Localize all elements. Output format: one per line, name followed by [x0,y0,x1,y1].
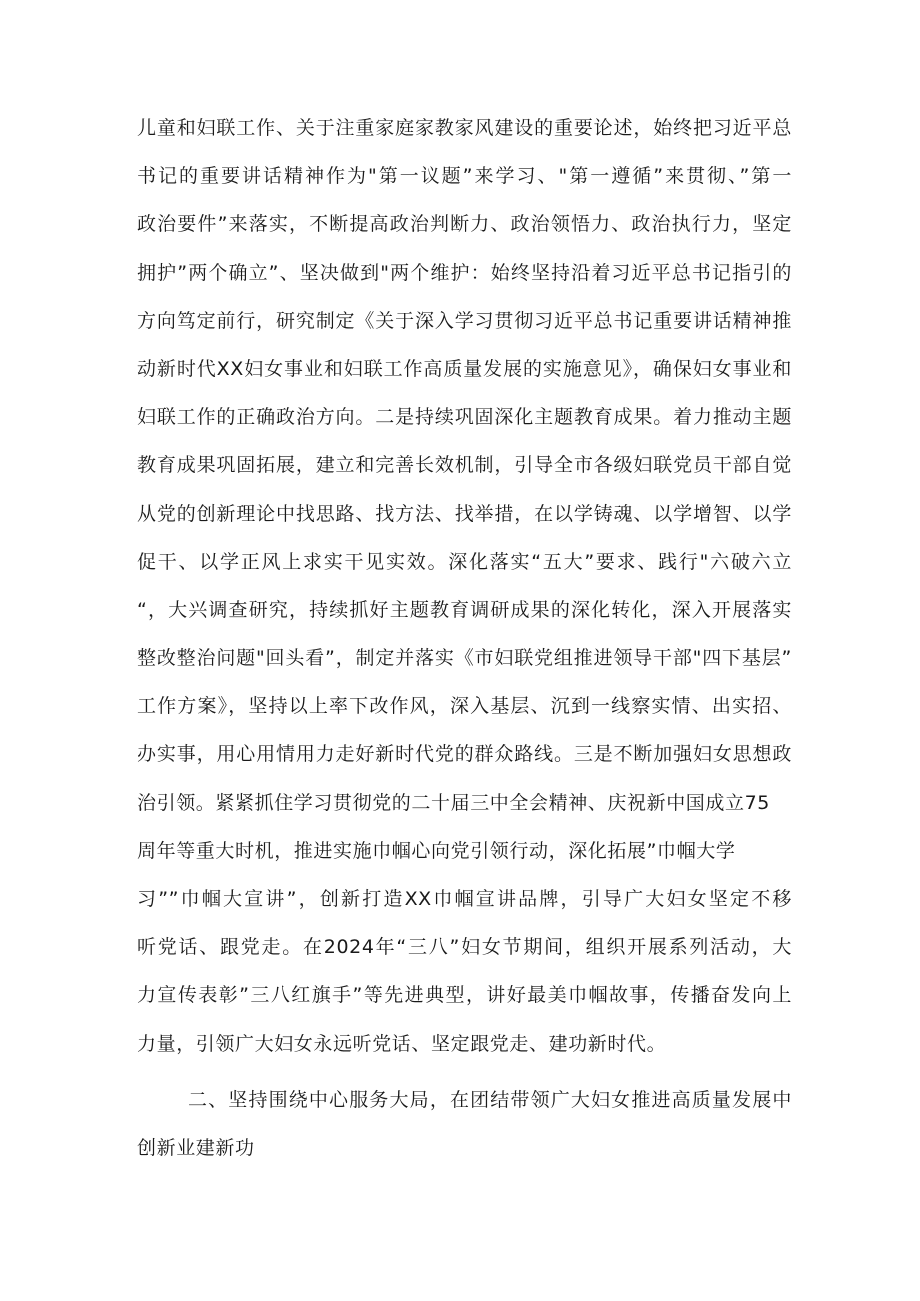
body-line-1: 儿童和妇联工作、关于注重家庭家教家风建设的重要论述，始终把习近平总 [137,117,792,139]
body-line-18: 听党话、跟党走。在2024年“三八”妇女节期间，组织开展系列活动，大 [137,936,792,959]
section-heading-line-2: 创新业建新功 [137,1136,255,1159]
body-line-11: “，大兴调查研究，持续抓好主题教育调研成果的深化转化，深入开展落实 [137,598,792,621]
section-heading-line-1: 二、坚持围绕中心服务大局，在团结带领广大妇女推进高质量发展中 [188,1088,792,1111]
body-line-16: 周年等重大时机，推进实施巾帼心向党引领行动，深化拓展”巾帼大学 [137,839,736,862]
body-line-12: 整改整治问题"回头看”，制定并落实《市妇联党组推进领导干部"四下基层” [137,647,792,670]
body-line-20: 力量，引领广大妇女永远听党话、坚定跟党走、建功新时代。 [137,1032,667,1055]
body-line-6: 动新时代XX妇女事业和妇联工作高质量发展的实施意见》，确保妇女事业和 [137,357,792,380]
body-line-8: 教育成果巩固拓展，建立和完善长效机制，引导全市各级妇联党员干部自觉 [137,454,792,477]
body-line-15: 治引领。紧紧抓住学习贯彻党的二十届三中全会精神、庆祝新中国成立75 [137,791,770,814]
body-line-17: 习””巾帼大宣讲”，创新打造XX巾帼宣讲品牌，引导广大妇女坚定不移 [137,888,792,910]
body-line-7: 妇联工作的正确政治方向。二是持续巩固深化主题教育成果。着力推动主题 [137,406,792,429]
body-line-14: 办实事，用心用情用力走好新时代党的群众路线。三是不断加强妇女思想政 [137,743,792,766]
body-line-3: 政治要件”来落实，不断提高政治判断力、政治领悟力、政治执行力，坚定 [137,213,792,236]
body-line-4: 拥护”两个确立”、坚决做到"两个维护：始终坚持沿着习近平总书记指引的 [137,261,792,284]
body-line-9: 从党的创新理论中找思路、找方法、找举措，在以学铸魂、以学增智、以学 [137,502,792,525]
body-line-2: 书记的重要讲话精神作为"第一议题”来学习、"第一遵循”来贯彻、”第一 [137,165,792,188]
paragraph-gap [137,1068,792,1076]
body-line-19: 力宣传表彰”三八红旗手”等先进典型，讲好最美巾帼故事，传播奋发向上 [137,984,792,1007]
body-line-5: 方向笃定前行，研究制定《关于深入学习贯彻习近平总书记重要讲话精神推 [137,309,792,332]
document-body [137,104,792,1172]
body-line-10: 促干、以学正风上求实干见实效。深化落实“五大”要求、践行"六破六立 [137,550,792,573]
body-line-13: 工作方案》，坚持以上率下改作风，深入基层、沉到一线察实情、出实招、 [137,695,792,718]
